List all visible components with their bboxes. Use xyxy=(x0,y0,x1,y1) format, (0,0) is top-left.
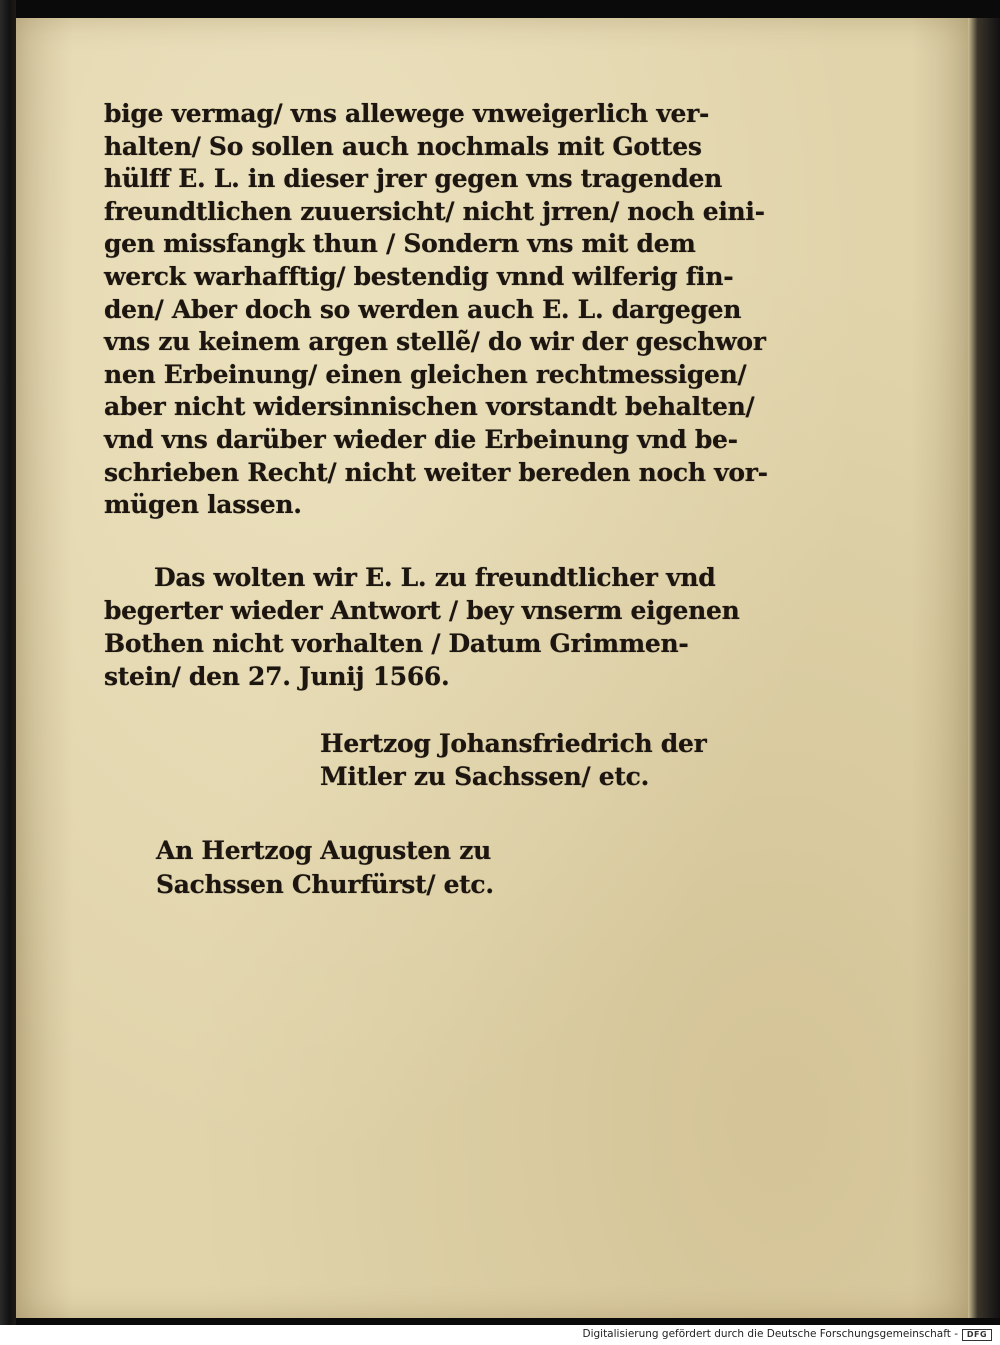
footer-bar xyxy=(0,1325,1000,1345)
signature-line: Mitler zu Sachssen/ etc. xyxy=(320,762,649,791)
text-line: gen missfangk thun / Sondern vns mit dem xyxy=(104,229,696,259)
text-line: vnd vns darüber wieder die Erbeinung vnd be- xyxy=(104,424,738,454)
text-line: mügen lassen. xyxy=(104,490,302,520)
text-line: Bothen nicht vorhalten / Datum Grimmen- xyxy=(104,629,689,658)
dfg-logo-icon: DFG xyxy=(962,1329,992,1341)
text-line: hülff E. L. in dieser jrer gegen vns tragenden xyxy=(104,164,722,194)
text-line: begerter wieder Antwort / bey vnserm eigenen xyxy=(104,596,740,625)
address-line: An Hertzog Augusten zu xyxy=(156,836,491,865)
funding-notice: Digitalisierung gefördert durch die Deutsche Forschungsgemeinschaft - xyxy=(582,1328,958,1340)
text-line: werck warhafftig/ bestendig vnnd wilferig fin- xyxy=(104,261,734,291)
text-line: schrieben Recht/ nicht weiter bereden noch vor- xyxy=(104,457,768,487)
text-line: stein/ den 27. Junij 1566. xyxy=(104,662,450,691)
text-line: freundtlichen zuuersicht/ nicht jrren/ noch eini- xyxy=(104,196,765,226)
closing-paragraph xyxy=(104,561,740,693)
address-block xyxy=(156,834,494,902)
scan-left-edge xyxy=(0,0,16,1325)
text-line: Das wolten wir E. L. zu freundtlicher vnd xyxy=(154,563,716,592)
text-line: nen Erbeinung/ einen gleichen rechtmessigen/ xyxy=(104,359,747,389)
scan-right-edge xyxy=(968,18,1000,1318)
signature-line: Hertzog Johansfriedrich der xyxy=(320,729,707,758)
text-line: bige vermag/ vns allewege vnweigerlich ver- xyxy=(104,99,710,128)
address-line: Sachssen Churfürst/ etc. xyxy=(156,870,494,899)
text-line: vns zu keinem argen stellẽ/ do wir der geschwor xyxy=(104,327,766,357)
text-line: halten/ So sollen auch nochmals mit Gottes xyxy=(104,131,702,161)
main-paragraph xyxy=(104,98,768,522)
text-line: den/ Aber doch so werden auch E. L. dargegen xyxy=(104,294,742,324)
signature-block xyxy=(320,727,706,793)
text-line: aber nicht widersinnischen vorstandt behalten/ xyxy=(104,392,755,422)
